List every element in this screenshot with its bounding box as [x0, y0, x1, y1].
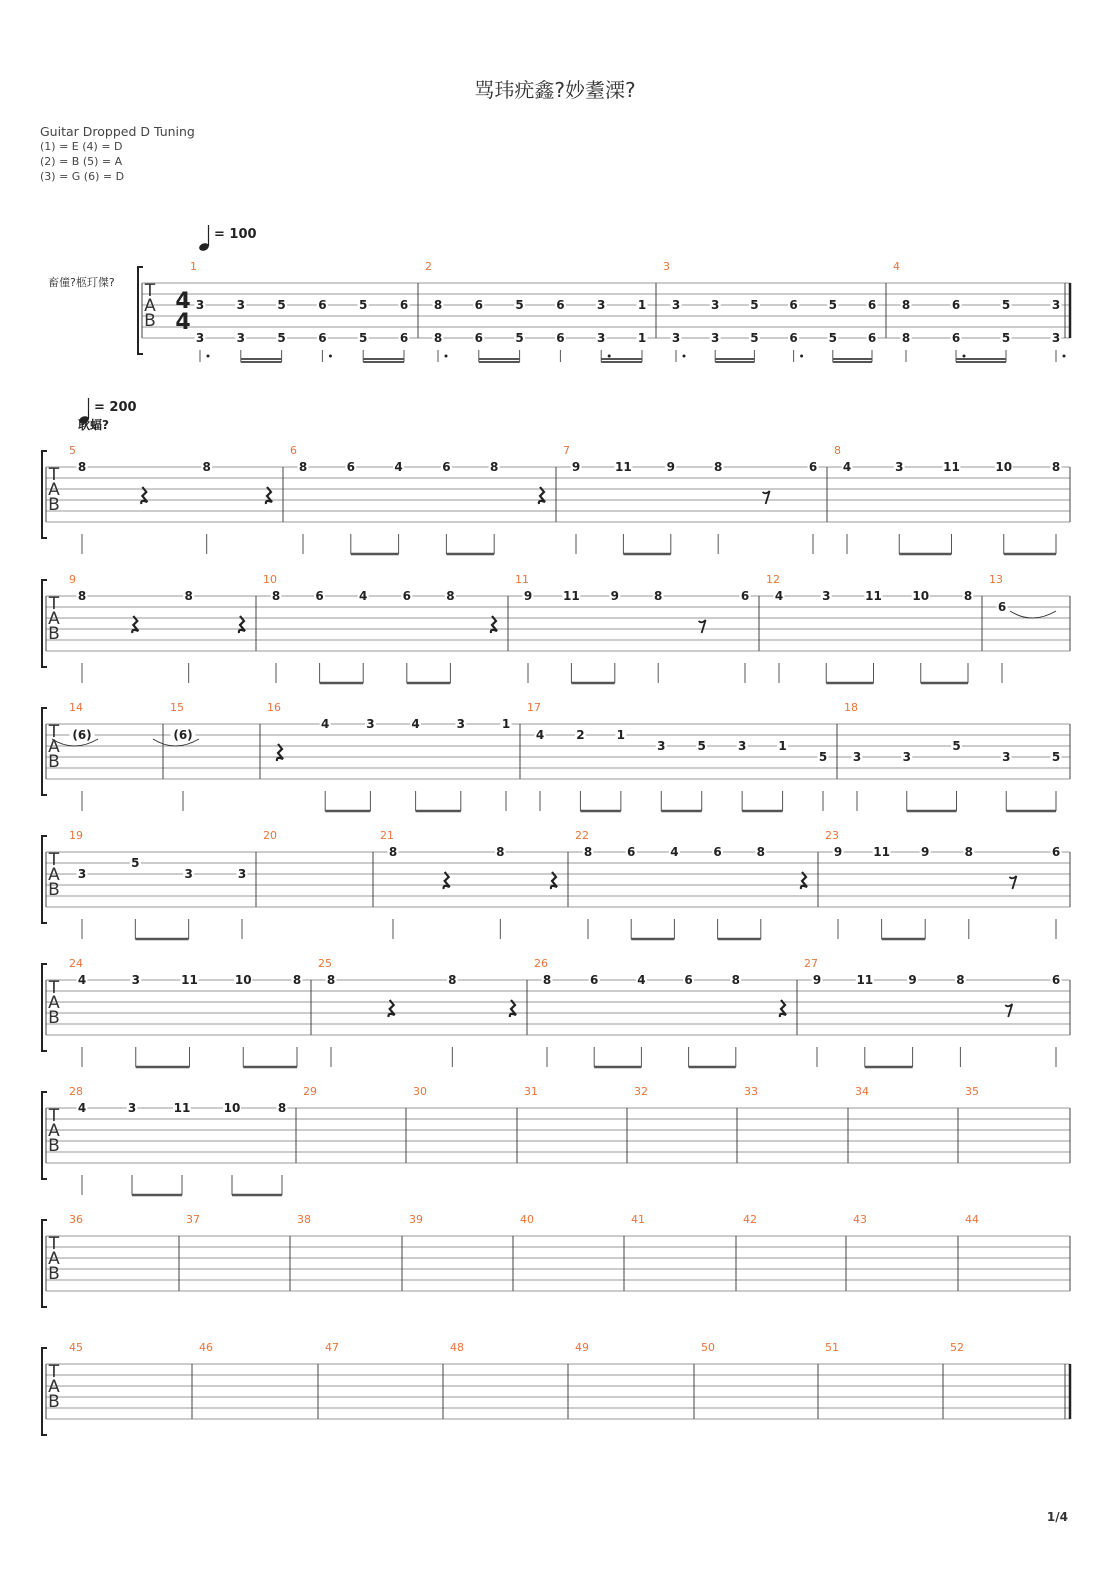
quarter-rest — [510, 1000, 516, 1017]
fret-number: 11 — [943, 460, 960, 474]
tempo-value: = 100 — [214, 227, 257, 242]
tab-clef-letter: A — [48, 1121, 60, 1141]
fret-number: 6 — [789, 331, 798, 345]
measure-number: 14 — [69, 701, 83, 714]
fret-number: 6 — [789, 298, 798, 312]
fret-number: 9 — [908, 973, 917, 987]
measure-number: 26 — [534, 957, 548, 970]
fret-number: 5 — [952, 739, 961, 753]
measure-number: 44 — [965, 1213, 979, 1226]
fret-number: 9 — [666, 460, 675, 474]
measure-number: 46 — [199, 1341, 213, 1354]
eighth-rest — [699, 620, 706, 633]
tab-clef-letter: T — [48, 1362, 60, 1382]
fret-number: 5 — [697, 739, 706, 753]
page-number: 1/4 — [1046, 1510, 1068, 1524]
tab-clef-letter: T — [144, 281, 156, 301]
fret-number: 8 — [298, 460, 308, 474]
fret-number: 3 — [711, 331, 720, 345]
fret-number: 6 — [951, 331, 961, 345]
quarter-rest — [141, 487, 147, 504]
quarter-rest — [239, 616, 245, 633]
fret-number: 6 — [713, 845, 722, 859]
fret-number: 10 — [234, 973, 252, 987]
fret-number: 8 — [326, 973, 336, 987]
measure-number: 2 — [425, 260, 432, 273]
quarter-rest — [132, 616, 138, 633]
eighth-rest — [1005, 1004, 1012, 1017]
fret-number: 3 — [195, 298, 205, 312]
fret-number: (6) — [173, 728, 193, 742]
measure-number: 47 — [325, 1341, 339, 1354]
tab-clef-letter: T — [48, 850, 60, 870]
fret-number: 8 — [490, 460, 499, 474]
fret-number: 8 — [901, 331, 911, 345]
dot — [329, 355, 332, 358]
tuning-row: (1) = E (4) = D — [40, 140, 123, 153]
measure-number: 12 — [766, 573, 780, 586]
tab-clef-letter: B — [48, 1392, 60, 1412]
fret-number: 1 — [616, 728, 626, 742]
fret-number: 5 — [750, 331, 759, 345]
fret-number: 5 — [750, 298, 759, 312]
fret-number: 4 — [670, 845, 679, 859]
measure-number: 23 — [825, 829, 839, 842]
fret-number: 3 — [77, 867, 87, 881]
quarter-rest — [389, 1000, 395, 1017]
measure-number: 45 — [69, 1341, 83, 1354]
fret-number: 8 — [202, 460, 211, 474]
fret-number: 9 — [921, 845, 930, 859]
tab-clef-letter: T — [48, 1234, 60, 1254]
measure-number: 17 — [527, 701, 541, 714]
measure-number: 52 — [950, 1341, 964, 1354]
measure-number: 51 — [825, 1341, 839, 1354]
tab-clef-letter: T — [48, 594, 60, 614]
fret-number: 6 — [318, 298, 327, 312]
tempo-value: = 200 — [94, 400, 137, 415]
fret-number: 11 — [173, 1101, 191, 1115]
fret-number: 8 — [77, 460, 87, 474]
fret-number: 6 — [474, 331, 483, 345]
fret-number: 3 — [597, 331, 606, 345]
time-signature-top: 4 — [175, 289, 191, 314]
measure-number: 33 — [744, 1085, 758, 1098]
fret-number: 9 — [610, 589, 619, 603]
measure-number: 1 — [190, 260, 197, 273]
fret-number: 4 — [321, 717, 330, 731]
tab-clef-letter: A — [48, 993, 60, 1013]
tab-clef-letter: A — [48, 609, 60, 629]
fret-number: 8 — [184, 589, 193, 603]
fret-number: 6 — [997, 600, 1007, 614]
fret-number: 8 — [963, 589, 973, 603]
measure-number: 3 — [663, 260, 670, 273]
fret-number: 8 — [271, 589, 281, 603]
fret-number: 6 — [951, 298, 961, 312]
dot — [683, 355, 686, 358]
tab-clef-letter: B — [48, 880, 60, 900]
fret-number: 4 — [77, 1101, 87, 1115]
fret-number: 11 — [563, 589, 580, 603]
fret-number: 8 — [731, 973, 740, 987]
fret-number: 11 — [615, 460, 632, 474]
fret-number: 5 — [1001, 331, 1011, 345]
fret-number: 5 — [359, 331, 368, 345]
fret-number: 3 — [1051, 331, 1061, 345]
measure-number: 48 — [450, 1341, 464, 1354]
eighth-rest — [1009, 876, 1016, 889]
fret-number: 6 — [315, 589, 324, 603]
fret-number: 6 — [684, 973, 693, 987]
fret-number: 9 — [571, 460, 581, 474]
quarter-rest — [266, 487, 272, 504]
measure-number: 4 — [893, 260, 900, 273]
tie-arc — [1010, 611, 1056, 618]
fret-number: 8 — [496, 845, 505, 859]
fret-number: 3 — [737, 739, 747, 753]
fret-number: 11 — [873, 845, 890, 859]
fret-number: 5 — [828, 331, 837, 345]
fret-number: 6 — [1051, 973, 1061, 987]
measure-number: 19 — [69, 829, 83, 842]
fret-number: 6 — [867, 331, 877, 345]
fret-number: 5 — [277, 298, 286, 312]
measure-number: 5 — [69, 444, 76, 457]
tab-clef-letter: B — [144, 311, 156, 331]
fret-number: 6 — [1051, 845, 1061, 859]
measure-number: 49 — [575, 1341, 589, 1354]
tuning-row: (2) = B (5) = A — [40, 155, 123, 168]
fret-number: 9 — [523, 589, 533, 603]
fret-number: 3 — [657, 739, 666, 753]
fret-number: 8 — [388, 845, 398, 859]
measure-number: 15 — [170, 701, 184, 714]
fret-number: 6 — [399, 298, 409, 312]
tab-clef-letter: A — [48, 1249, 60, 1269]
dot — [963, 355, 966, 358]
fret-number: 3 — [902, 750, 911, 764]
tab-clef-letter: A — [144, 296, 156, 316]
fret-number: 3 — [127, 1101, 137, 1115]
measure-number: 42 — [743, 1213, 757, 1226]
fret-number: 6 — [627, 845, 636, 859]
fret-number: 6 — [346, 460, 355, 474]
fret-number: 1 — [637, 298, 647, 312]
tab-clef-letter: T — [48, 722, 60, 742]
fret-number: 5 — [1051, 750, 1061, 764]
fret-number: 4 — [77, 973, 87, 987]
fret-number: 6 — [808, 460, 818, 474]
quarter-rest — [539, 487, 545, 504]
fret-number: 3 — [184, 867, 193, 881]
fret-number: 6 — [399, 331, 409, 345]
fret-number: 4 — [842, 460, 852, 474]
fret-number: 10 — [995, 460, 1013, 474]
tab-clef-letter: B — [48, 752, 60, 772]
measure-number: 11 — [515, 573, 529, 586]
fret-number: 3 — [236, 298, 245, 312]
measure-number: 41 — [631, 1213, 645, 1226]
fret-number: 6 — [740, 589, 750, 603]
measure-number: 22 — [575, 829, 589, 842]
fret-number: 3 — [822, 589, 831, 603]
fret-number: 11 — [181, 973, 198, 987]
fret-number: 3 — [236, 331, 245, 345]
measure-number: 36 — [69, 1213, 83, 1226]
dot — [1063, 355, 1066, 358]
tab-clef-letter: A — [48, 737, 60, 757]
measure-number: 13 — [989, 573, 1003, 586]
quarter-rest — [491, 616, 497, 633]
fret-number: 8 — [277, 1101, 287, 1115]
eighth-rest — [763, 491, 770, 504]
tab-clef-letter: A — [48, 480, 60, 500]
tab-clef-letter: A — [48, 865, 60, 885]
measure-number: 18 — [844, 701, 858, 714]
fret-number: 8 — [542, 973, 552, 987]
quarter-rest — [780, 1000, 786, 1017]
fret-number: 6 — [442, 460, 451, 474]
tab-clef-letter: B — [48, 1008, 60, 1028]
tab-clef-letter: T — [48, 465, 60, 485]
fret-number: 3 — [671, 331, 681, 345]
measure-number: 40 — [520, 1213, 534, 1226]
measure-number: 39 — [409, 1213, 423, 1226]
fret-number: 8 — [446, 589, 455, 603]
fret-number: 3 — [456, 717, 465, 731]
fret-number: 8 — [583, 845, 593, 859]
measure-number: 25 — [318, 957, 332, 970]
measure-number: 50 — [701, 1341, 715, 1354]
fret-number: 1 — [637, 331, 647, 345]
tab-clef-letter: B — [48, 1264, 60, 1284]
fret-number: 5 — [515, 298, 524, 312]
fret-number: 3 — [366, 717, 375, 731]
fret-number: 8 — [433, 331, 443, 345]
tab-clef-letter: B — [48, 624, 60, 644]
fret-number: 3 — [852, 750, 862, 764]
fret-number: 9 — [833, 845, 843, 859]
measure-number: 43 — [853, 1213, 867, 1226]
fret-number: 3 — [711, 298, 720, 312]
measure-number: 34 — [855, 1085, 869, 1098]
dot — [800, 355, 803, 358]
fret-number: 4 — [359, 589, 368, 603]
measure-number: 29 — [303, 1085, 317, 1098]
fret-number: 4 — [535, 728, 545, 742]
fret-number: 5 — [359, 298, 368, 312]
measure-number: 7 — [563, 444, 570, 457]
measure-number: 6 — [290, 444, 297, 457]
tab-clef-letter: A — [48, 1377, 60, 1397]
measure-number: 16 — [267, 701, 281, 714]
fret-number: 4 — [411, 717, 420, 731]
measure-number: 35 — [965, 1085, 979, 1098]
tab-clef-letter: B — [48, 495, 60, 515]
fret-number: 8 — [433, 298, 443, 312]
dot — [207, 355, 210, 358]
fret-number: 8 — [956, 973, 965, 987]
quarter-rest — [444, 872, 450, 889]
measure-number: 31 — [524, 1085, 538, 1098]
fret-number: 6 — [474, 298, 483, 312]
fret-number: 6 — [556, 298, 565, 312]
measure-number: 24 — [69, 957, 83, 970]
fret-number: 5 — [1001, 298, 1011, 312]
fret-number: 5 — [818, 750, 828, 764]
measure-number: 8 — [834, 444, 841, 457]
fret-number: 5 — [277, 331, 286, 345]
measure-number: 10 — [263, 573, 277, 586]
fret-number: 4 — [774, 589, 784, 603]
fret-number: 10 — [223, 1101, 241, 1115]
tab-clef-letter: T — [48, 978, 60, 998]
fret-number: 3 — [131, 973, 140, 987]
fret-number: 11 — [856, 973, 874, 987]
fret-number: 8 — [1051, 460, 1061, 474]
quarter-rest — [277, 744, 283, 761]
measure-number: 32 — [634, 1085, 648, 1098]
fret-number: 3 — [195, 331, 205, 345]
fret-number: 6 — [867, 298, 877, 312]
measure-number: 38 — [297, 1213, 311, 1226]
fret-number: 5 — [828, 298, 837, 312]
fret-number: 8 — [964, 845, 973, 859]
fret-number: 1 — [778, 739, 787, 753]
measure-number: 27 — [804, 957, 818, 970]
dot — [608, 355, 611, 358]
fret-number: 3 — [1002, 750, 1011, 764]
tuning-row: (3) = G (6) = D — [40, 170, 125, 183]
fret-number: (6) — [72, 728, 92, 742]
fret-number: 10 — [912, 589, 930, 603]
fret-number: 8 — [714, 460, 723, 474]
dot — [445, 355, 448, 358]
fret-number: 1 — [501, 717, 511, 731]
measure-number: 37 — [186, 1213, 200, 1226]
fret-number: 6 — [402, 589, 411, 603]
fret-number: 3 — [895, 460, 904, 474]
fret-number: 9 — [812, 973, 822, 987]
time-signature-bottom: 4 — [175, 310, 191, 335]
quarter-rest — [551, 872, 557, 889]
fret-number: 6 — [556, 331, 565, 345]
tempo-annotation: 耿蝠? — [78, 418, 109, 432]
fret-number: 8 — [448, 973, 457, 987]
measure-number: 21 — [380, 829, 394, 842]
measure-number: 9 — [69, 573, 76, 586]
measure-number: 30 — [413, 1085, 427, 1098]
measure-number: 20 — [263, 829, 277, 842]
measure-number: 28 — [69, 1085, 83, 1098]
fret-number: 6 — [590, 973, 599, 987]
fret-number: 3 — [237, 867, 247, 881]
fret-number: 8 — [292, 973, 302, 987]
song-title: 骂玮疣鑫?妙耋溧? — [474, 78, 636, 102]
fret-number: 4 — [394, 460, 403, 474]
fret-number: 11 — [865, 589, 882, 603]
fret-number: 3 — [1051, 298, 1061, 312]
fret-number: 2 — [576, 728, 585, 742]
tab-clef-letter: B — [48, 1136, 60, 1156]
fret-number: 8 — [901, 298, 911, 312]
track-name: 畜僮?柩玎傑? — [48, 276, 115, 289]
fret-number: 4 — [637, 973, 646, 987]
fret-number: 5 — [131, 856, 140, 870]
fret-number: 8 — [77, 589, 87, 603]
fret-number: 8 — [756, 845, 765, 859]
fret-number: 3 — [671, 298, 681, 312]
quarter-rest — [801, 872, 807, 889]
fret-number: 8 — [654, 589, 663, 603]
tuning-name: Guitar Dropped D Tuning — [40, 124, 195, 139]
fret-number: 6 — [318, 331, 327, 345]
fret-number: 5 — [515, 331, 524, 345]
fret-number: 3 — [597, 298, 606, 312]
tab-clef-letter: T — [48, 1106, 60, 1126]
